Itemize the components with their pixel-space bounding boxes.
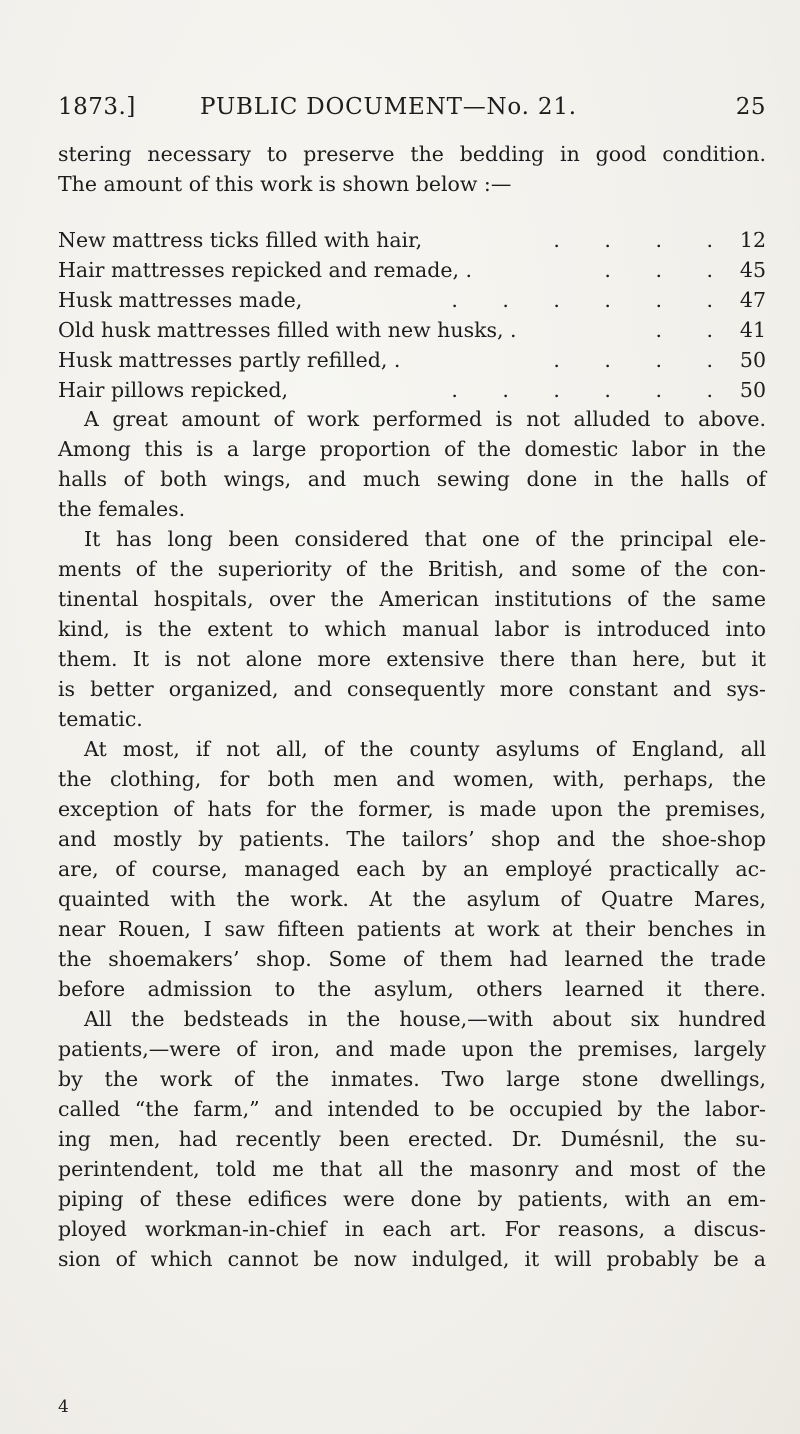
text-line: are, of course, managed each by an employé practically ac-: [58, 857, 766, 881]
text-line: At most, if not all, of the county asylums of England, all: [84, 737, 766, 761]
table-row: [58, 255, 766, 285]
text-line: All the bedsteads in the house,—with about six hundred: [84, 1007, 766, 1031]
row-label: Old husk mattresses filled with new husks, .: [58, 318, 517, 342]
table-row: [58, 315, 766, 345]
header-title: PUBLIC DOCUMENT—No. 21.: [200, 94, 577, 120]
row-value: 47: [739, 288, 766, 312]
body-text: [58, 404, 766, 1274]
signature-mark: 4: [58, 1397, 69, 1417]
text-line: the shoemakers’ shop. Some of them had learned the trade: [58, 947, 766, 971]
text-line: perintendent, told me that all the masonry and most of the: [58, 1157, 766, 1181]
leader-dots: . .: [655, 318, 732, 342]
page-number: 25: [735, 94, 766, 120]
row-label: Hair mattresses repicked and remade, .: [58, 258, 472, 282]
text-line: exception of hats for the former, is made upon the premises,: [58, 797, 766, 821]
running-header: [58, 94, 766, 128]
text-line: patients,—were of iron, and made upon the premises, largely: [58, 1037, 766, 1061]
work-table: [58, 225, 766, 405]
text-line: them. It is not alone more extensive there than here, but it: [58, 647, 766, 671]
text-line: ing men, had recently been erected. Dr. Dumésnil, the su-: [58, 1127, 766, 1151]
row-value: 41: [739, 318, 766, 342]
text-line: Among this is a large proportion of the domestic labor in the: [58, 437, 766, 461]
text-line: A great amount of work performed is not alluded to above.: [84, 407, 766, 431]
text-line: sion of which cannot be now indulged, it will probably be a: [58, 1247, 766, 1271]
leader-dots: . . . .: [553, 348, 732, 372]
text-line: tematic.: [58, 707, 143, 731]
leader-dots: . . . .: [553, 228, 732, 252]
text-line: ployed workman-in-chief in each art. For reasons, a discus-: [58, 1217, 766, 1241]
row-label: New mattress ticks filled with hair,: [58, 228, 423, 252]
text-line: halls of both wings, and much sewing done in the halls of: [58, 467, 766, 491]
leader-dots: . . .: [604, 258, 732, 282]
row-value: 12: [739, 228, 766, 252]
text-line: piping of these edifices were done by patients, with an em-: [58, 1187, 766, 1211]
text-line: ments of the superiority of the British, and some of the con-: [58, 557, 766, 581]
text-line: and mostly by patients. The tailors’ shop and the shoe-shop: [58, 827, 766, 851]
row-value: 50: [739, 378, 766, 402]
text-line: It has long been considered that one of the principal ele-: [84, 527, 766, 551]
text-line: stering necessary to preserve the bedding in good condition.: [58, 142, 766, 166]
leader-dots: . . . . . .: [451, 378, 732, 402]
text-line: tinental hospitals, over the American institutions of the same: [58, 587, 766, 611]
text-line: quainted with the work. At the asylum of Quatre Mares,: [58, 887, 766, 911]
table-row: [58, 375, 766, 405]
row-value: 45: [739, 258, 766, 282]
table-row: [58, 225, 766, 255]
text-line: before admission to the asylum, others learned it there.: [58, 977, 766, 1001]
row-label: Husk mattresses made,: [58, 288, 303, 312]
leader-dots: . . . . . .: [451, 288, 732, 312]
text-line: called “the farm,” and intended to be occupied by the labor-: [58, 1097, 766, 1121]
text-line: The amount of this work is shown below :—: [58, 172, 512, 196]
text-line: by the work of the inmates. Two large stone dwellings,: [58, 1067, 766, 1091]
text-line: the females.: [58, 497, 186, 521]
row-value: 50: [739, 348, 766, 372]
text-line: the clothing, for both men and women, with, perhaps, the: [58, 767, 766, 791]
row-label: Hair pillows repicked,: [58, 378, 288, 402]
text-line: is better organized, and consequently more constant and sys-: [58, 677, 766, 701]
text-line: near Rouen, I saw fifteen patients at work at their benches in: [58, 917, 766, 941]
intro-paragraph: [58, 139, 766, 199]
table-row: [58, 345, 766, 375]
row-label: Husk mattresses partly refilled, .: [58, 348, 401, 372]
header-year: 1873.]: [58, 94, 136, 120]
text-line: kind, is the extent to which manual labor is introduced into: [58, 617, 766, 641]
table-row: [58, 285, 766, 315]
